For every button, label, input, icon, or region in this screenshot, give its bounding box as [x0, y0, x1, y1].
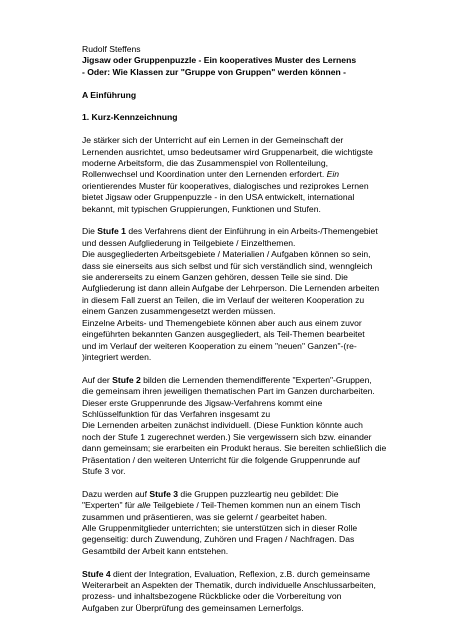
stufe-1-label: Stufe 1	[97, 226, 126, 237]
section-heading-1: 1. Kurz-Kennzeichnung	[82, 112, 178, 123]
stufe-4-paragraph: Stufe 4 dient der Integration, Evaluation, Reflexion, z.B. durch gemeinsame Weiterarbeit an Aspekten der Thematik, durch individuelle Anschlussarbeiten, prozess- und inhaltsbezogene Rückblicke oder die Vorbereitung von Aufgaben zur Überprüfung des gemeinsamen Lernerfolgs.	[82, 568, 376, 613]
stufe-2-label: Stufe 2	[112, 374, 141, 385]
stufe-3-paragraph: Dazu werden auf Stufe 3 die Gruppen puzzleartig neu gebildet: Die "Experten" für alle Teilgebiete / Teil-Themen kommen nun an einem Tisch zusammen und präsentieren, was sie gelernt / gearbeitet haben. Alle Gruppenmitglieder unterrichten; sie unterstützen sich in dieser Rolle gegenseitig: durch Zuwendung, Zuhören und Fragen / Nachfragen. Das Gesamtbild der Arbeit kann entstehen.	[82, 488, 361, 556]
title-line-2: - Oder: Wie Klassen zur "Gruppe von Gruppen" werden können -	[82, 66, 347, 77]
section-heading-a: A Einführung	[82, 89, 137, 100]
document-page	[82, 44, 412, 614]
title-line-1: Jigsaw oder Gruppenpuzzle - Ein kooperatives Muster des Lernens	[82, 55, 357, 66]
intro-paragraph: Je stärker sich der Unterricht auf ein Lernen in der Gemeinschaft der Lernenden ausrichtet, umso bedeutsamer wird Gruppenarbeit, die wichtigste moderne Arbeitsform, die das Zusammenspiel von Rollenteilung, Rollenwechsel und Koordination unter den Lernenden erfordert. Ein orientierendes Muster für kooperatives, dialogisches und reziprokes Lernen bietet Jigsaw oder Gruppenpuzzle - in den USA entwickelt, international bekannt, mit typischen Gruppierungen, Funktionen und Stufen.	[82, 135, 373, 214]
stufe-1-paragraph: Die Stufe 1 des Verfahrens dient der Einführung in ein Arbeits-/Themengebiet und dessen Aufgliederung in Teilgebiete / Einzelthemen. Die ausgegliederten Arbeitsgebiete / Materialien / Aufgaben können so sein, dass sie einerseits aus sich selbst und für sich verständlich sind, wenngleich sie andererseits zu einem Ganzen gehören, dessen Teile sie sind. Die Aufgliederung ist dann allein Aufgabe der Lehrperson. Die Lernenden arbeiten in diesem Fall zuerst an Teilen, die im Verlauf der weiteren Kooperation zu einem Ganzen zusammengesetzt werden müssen. Einzelne Arbeits- und Themengebiete können aber auch aus einem zuvor eingeführten bekannten Ganzen ausgegliedert, als Teil-Themen bearbeitet und im Verlauf der weiteren Kooperation zu einem "neuen" Ganzen"-(re- )integriert werden.	[82, 226, 380, 362]
author-name: Rudolf Steffens	[82, 44, 141, 54]
stufe-2-paragraph: Auf der Stufe 2 bilden die Lernenden themendifferente "Experten"-Gruppen, die gemeinsam ihren jeweiligen thematischen Part im Ganzen durcharbeiten. Dieser erste Gruppenrunde des Jigsaw-Verfahrens kommt eine Schlüsselfunktion für das Verfahren insgesamt zu Die Lernenden arbeiten zunächst individuell. (Diese Funktion könnte auch noch der Stufe 1 zugerechnet werden.) Sie vergewissern sich bzw. einander dann gemeinsam; sie erarbeiten ein Produkt heraus. Sie bereiten schließlich die Präsentation / den weiteren Unterricht für die folgende Gruppenrunde auf Stufe 3 vor.	[82, 374, 387, 476]
stufe-4-label: Stufe 4	[82, 568, 111, 579]
stufe-3-label: Stufe 3	[149, 488, 179, 499]
